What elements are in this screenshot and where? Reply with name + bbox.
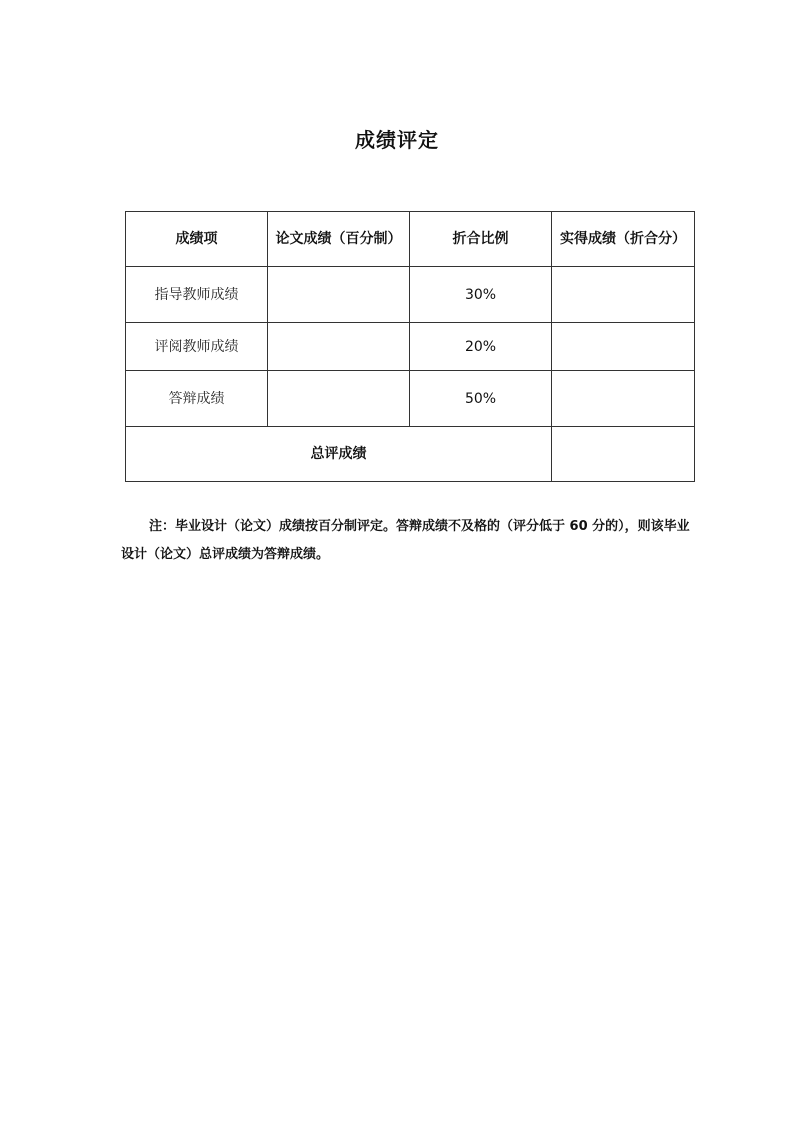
note-paragraph: 注：毕业设计（论文）成绩按百分制评定。答辩成绩不及格的（评分低于 60 分的），则该毕业设计（论文）总评成绩为答辩成绩。 — [121, 519, 690, 562]
header-score: 论文成绩（百分制） — [268, 212, 410, 267]
row-ratio-cell: 20% — [410, 323, 552, 371]
table-header-row — [126, 212, 695, 267]
table-row — [126, 371, 695, 427]
row-result-cell — [552, 371, 695, 427]
row-score-cell — [268, 323, 410, 371]
table-row — [126, 323, 695, 371]
grade-table — [125, 211, 695, 482]
page-title: 成绩评定 — [355, 128, 439, 152]
total-row — [126, 427, 695, 482]
row-result-cell — [552, 323, 695, 371]
total-label: 总评成绩 — [126, 427, 552, 482]
row-item-label: 答辩成绩 — [126, 371, 268, 427]
header-result: 实得成绩（折合分） — [552, 212, 695, 267]
row-ratio-cell: 50% — [410, 371, 552, 427]
total-result-cell — [552, 427, 695, 482]
row-score-cell — [268, 267, 410, 323]
row-result-cell — [552, 267, 695, 323]
header-ratio: 折合比例 — [410, 212, 552, 267]
row-item-label: 指导教师成绩 — [126, 267, 268, 323]
row-item-label: 评阅教师成绩 — [126, 323, 268, 371]
row-score-cell — [268, 371, 410, 427]
table-row — [126, 267, 695, 323]
row-ratio-cell: 30% — [410, 267, 552, 323]
header-item: 成绩项 — [126, 212, 268, 267]
